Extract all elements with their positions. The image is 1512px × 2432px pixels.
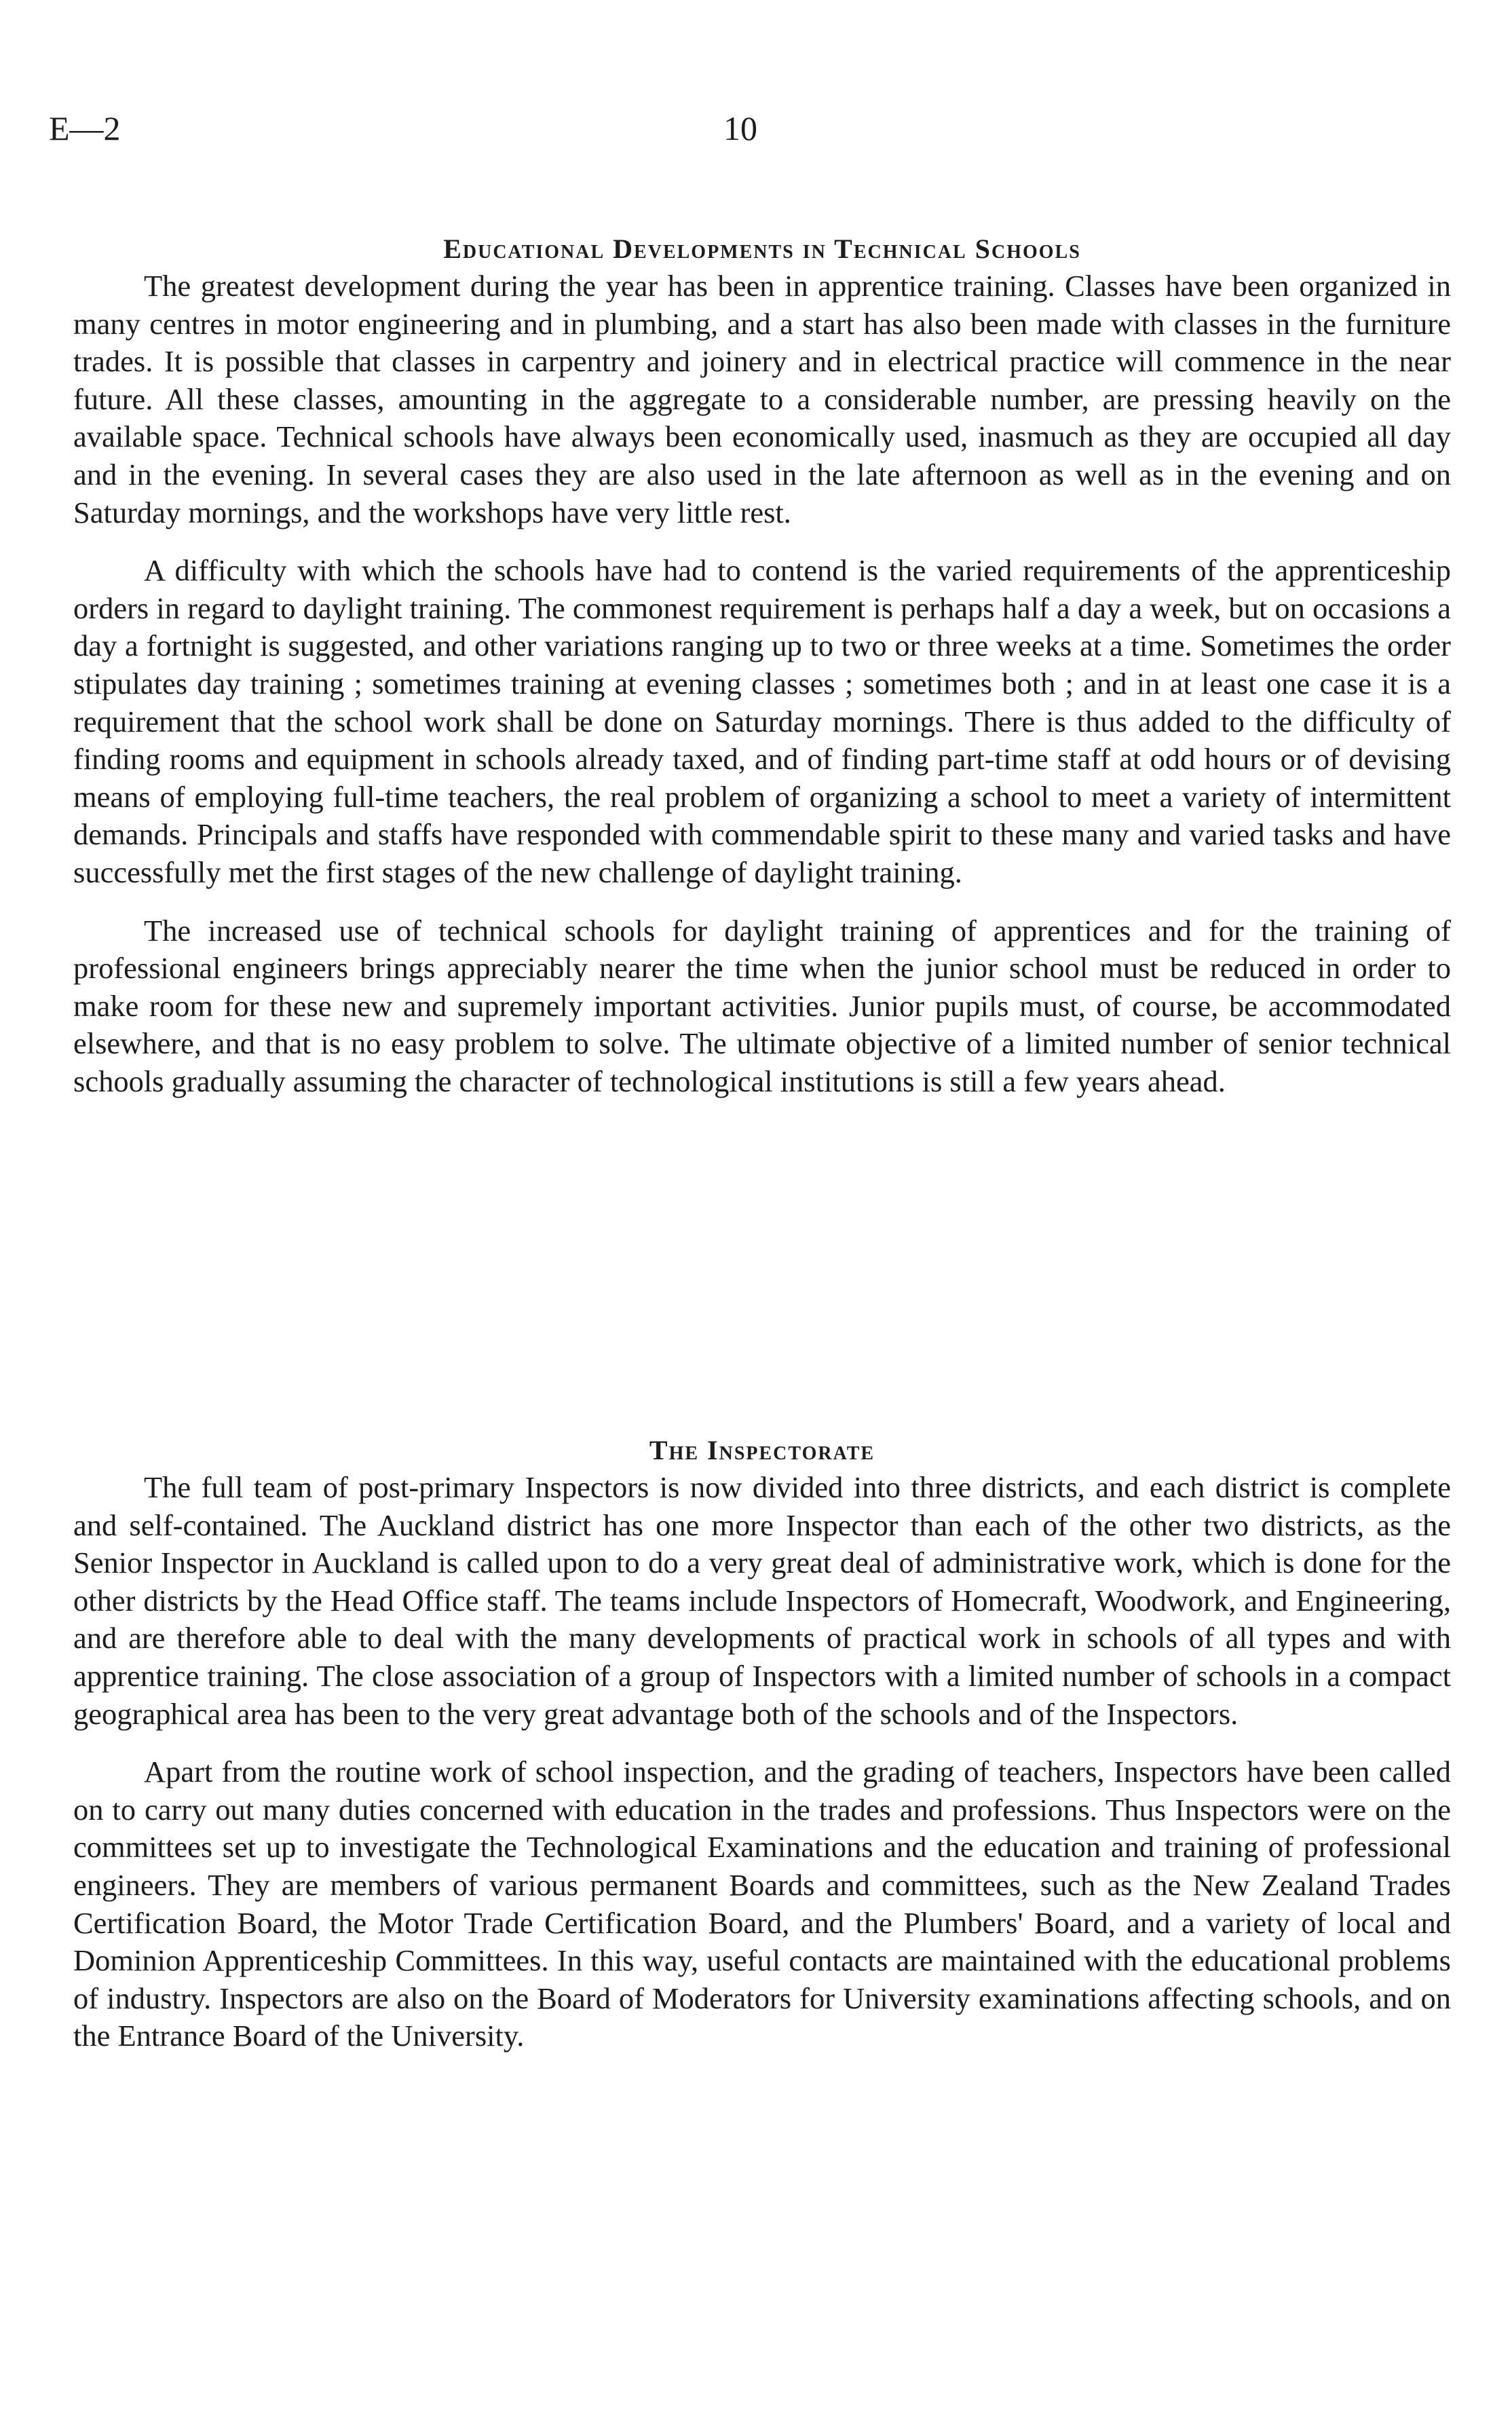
document-reference: E—2 xyxy=(49,109,121,147)
page-header xyxy=(0,109,1512,149)
section-inspectorate xyxy=(73,1432,1451,2055)
page-number: 10 xyxy=(723,109,757,147)
paragraph: The increased use of technical schools for daylight training of apprentices and for the training of professional engineers brings appreciably nearer the time when the junior school must be reduced in order to make room for these new and supremely important activities. Junior pupils must, of course, be accommodated elsewhere, and that is no easy problem to solve. The ultimate objective of a limited number of senior technical schools gradually assuming the character of technological institutions is still a few years ahead. xyxy=(73,913,1451,1098)
section-heading: The Inspectorate xyxy=(649,1435,875,1465)
section-heading: Educational Developments in Technical Schools xyxy=(443,233,1081,264)
paragraph: Apart from the routine work of school inspection, and the grading of teachers, Inspectors have been called on to carry out many duties concerned with education in the trades and professions. Thus Inspectors were on the committees set up to investigate the Technological Examinations and the education and training of professional engineers. They are members of various permanent Boards and committees, such as the New Zealand Trades Certification Board, the Motor Trade Certification Board, and the Plumbers' Board, and a variety of local and Dominion Apprenticeship Committees. In this way, useful contacts are maintained with the educational problems of industry. Inspectors are also on the Board of Moderators for University examinations affecting schools, and on the Entrance Board of the University. xyxy=(73,1755,1451,2053)
paragraph: The greatest development during the year has been in apprentice training. Classes have been organized in many centres in motor engineering and in plumbing, and a start has also been made with classes in the furniture trades. It is possible that classes in carpentry and joinery and in electrical practice will commence in the near future. All these classes, amounting in the aggregate to a considerable number, are pressing heavily on the available space. Technical schools have always been economically used, inasmuch as they are occupied all day and in the evening. In several cases they are also used in the late afternoon as well as in the evening and on Saturday mornings, and the workshops have very little rest. xyxy=(73,269,1451,529)
paragraph: A difficulty with which the schools have had to contend is the varied requirements of the apprenticeship orders in regard to daylight training. The commonest requirement is perhaps half a day a week, but on occasions a day a fortnight is suggested, and other variations ranging up to two or three weeks at a time. Sometimes the order stipulates day training ; sometimes training at evening classes ; sometimes both ; and in at least one case it is a requirement that the school work shall be done on Saturday mornings. There is thus added to the difficulty of finding rooms and equipment in schools already taxed, and of finding part-time staff at odd hours or of devising means of employing full-time teachers, the real problem of organizing a school to meet a variety of intermittent demands. Principals and staffs have responded with commendable spirit to these many and varied tasks and have successfully met the first stages of the new challenge of daylight training. xyxy=(73,553,1451,889)
section-technical-schools xyxy=(73,231,1451,1100)
paragraph: The full team of post-primary Inspectors is now divided into three districts, and each district is complete and self-contained. The Auckland district has one more Inspector than each of the other two districts, as the Senior Inspector in Auckland is called upon to do a very great deal of administrative work, which is done for the other districts by the Head Office staff. The teams include Inspectors of Homecraft, Woodwork, and Engineering, and are therefore able to deal with the many developments of practical work in schools of all types and with apprentice training. The close association of a group of Inspectors with a limited number of schools in a compact geographical area has been to the very great advantage both of the schools and of the Inspectors. xyxy=(73,1470,1451,1731)
